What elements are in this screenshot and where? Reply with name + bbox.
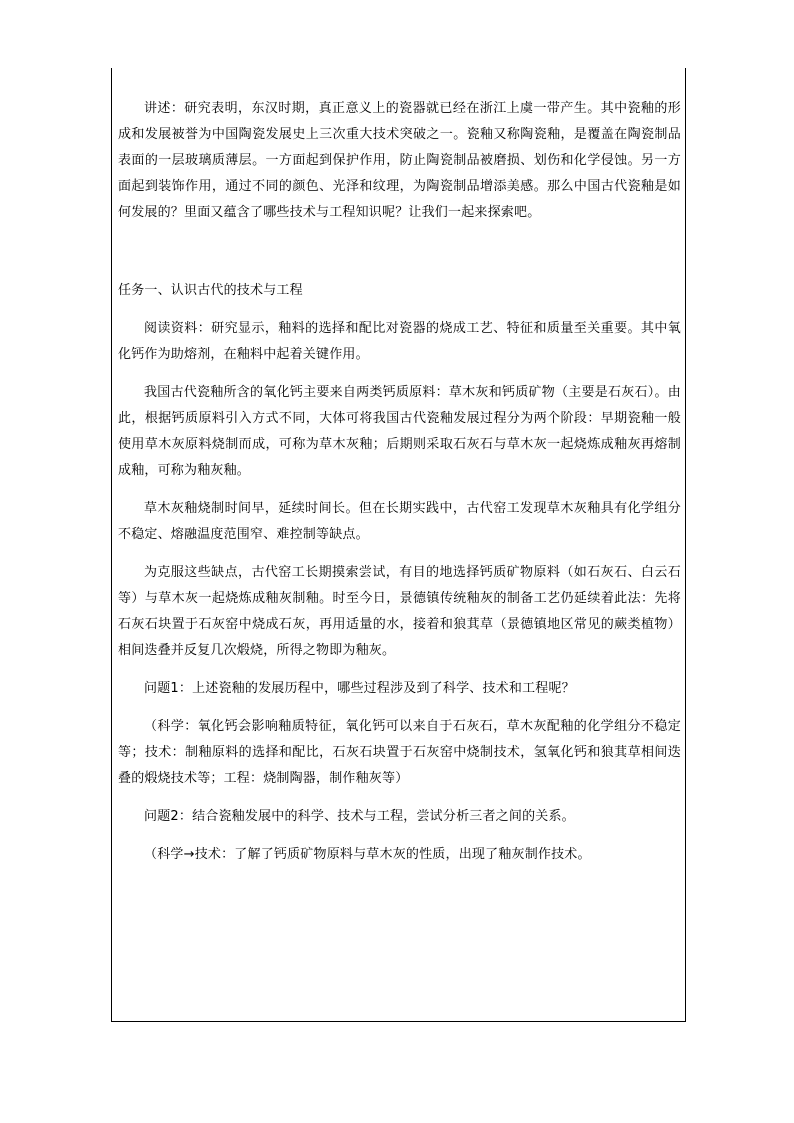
answer-2: （科学→技术：了解了钙质矿物原料与草木灰的性质，出现了釉灰制作技术。 xyxy=(144,847,591,862)
document-body xyxy=(118,96,681,868)
task1-heading: 任务一、认识古代的技术与工程 xyxy=(118,283,303,298)
ash-glaze-paragraph: 草木灰釉烧制时间早，延续时间长。但在长期实践中，古代窑工发现草木灰釉具有化学组分不稳定、熔融温度范围窄、难控制等缺点。 xyxy=(118,501,681,542)
lecture-paragraph: 讲述：研究表明，东汉时期，真正意义上的瓷器就已经在浙江上虞一带产生。其中瓷釉的形成和发展被誉为中国陶瓷发展史上三次重大技术突破之一。瓷釉又称陶瓷釉，是覆盖在陶瓷制品表面的一层玻璃质薄层。一方面起到保护作用，防止陶瓷制品被磨损、划伤和化学侵蚀。另一方面起到装饰作用，通过不同的颜色、光泽和纹理，为陶瓷制品增添美感。那么中国古代瓷釉是如何发展的？里面又蕴含了哪些技术与工程知识呢？让我们一起来探索吧。 xyxy=(118,101,681,220)
answer-1: （科学：氧化钙会影响釉质特征，氧化钙可以来自于石灰石，草木灰配釉的化学组分不稳定等；技术：制釉原料的选择和配比，石灰石块置于石灰窑中烧制技术，氢氧化钙和狼萁草相间迭叠的煅烧技术等；工程：烧制陶器，制作釉灰等） xyxy=(118,719,681,786)
overcome-paragraph: 为克服这些缺点，古代窑工长期摸索尝试，有目的地选择钙质矿物原料（如石灰石、白云石等）与草木灰一起烧炼成釉灰制釉。时至今日，景德镇传统釉灰的制备工艺仍延续着此法：先将石灰石块置于石灰窑中烧成石灰，再用适量的水，接着和狼萁草（景德镇地区常见的蕨类植物）相间迭叠并反复几次煅烧，所得之物即为釉灰。 xyxy=(118,565,681,658)
source-paragraph: 我国古代瓷釉所含的氧化钙主要来自两类钙质原料：草木灰和钙质矿物（主要是石灰石）。由此，根据钙质原料引入方式不同，大体可将我国古代瓷釉发展过程分为两个阶段：早期瓷釉一般使用草木灰原料烧制而成，可称为草木灰釉；后期则采取石灰石与草木灰一起烧炼成釉灰再熔制成釉，可称为釉灰釉。 xyxy=(118,385,681,478)
reading-paragraph: 阅读资料：研究显示，釉料的选择和配比对瓷器的烧成工艺、特征和质量至关重要。其中氧化钙作为助熔剂，在釉料中起着关键作用。 xyxy=(118,321,681,362)
question-1: 问题1：上述瓷釉的发展历程中，哪些过程涉及到了科学、技术和工程呢？ xyxy=(144,681,575,696)
question-2: 问题2：结合瓷釉发展中的科学、技术与工程，尝试分析三者之间的关系。 xyxy=(144,809,575,824)
